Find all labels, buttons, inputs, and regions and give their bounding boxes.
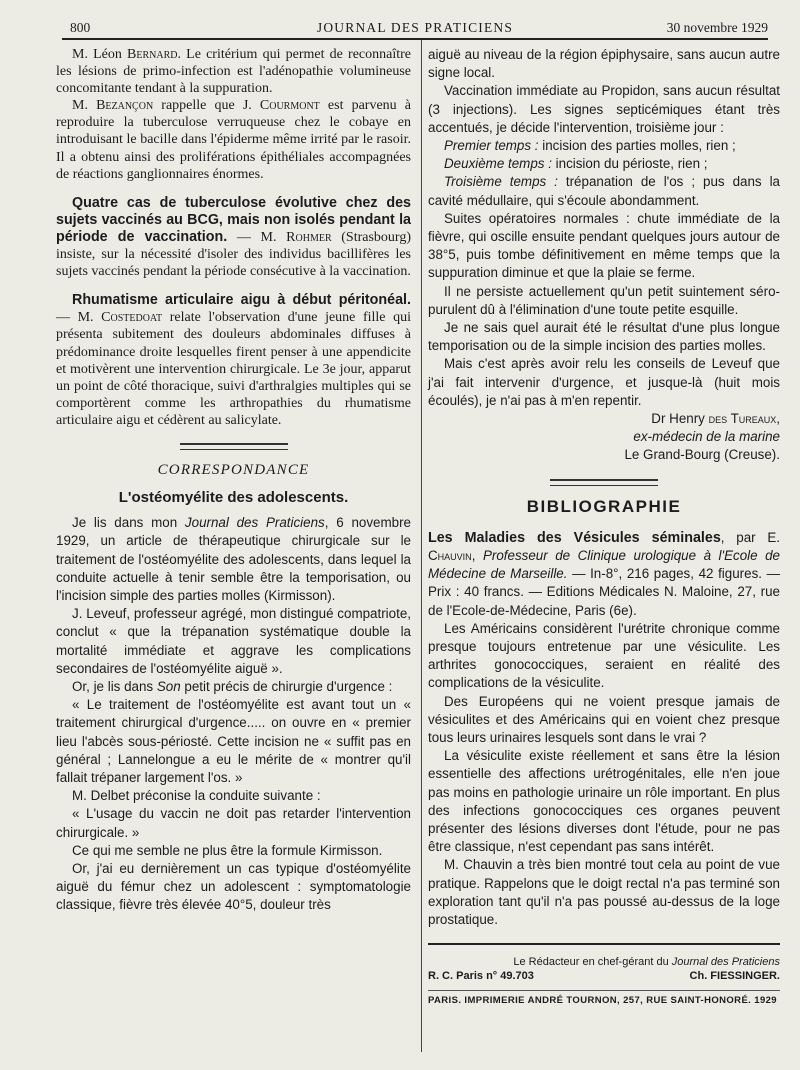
imprint-footer [428, 943, 780, 1008]
paragraph: J. Leveuf, professeur agrégé, mon distingué compatriote, conclut « que la trépanation systématique double la mortalité immédiate et aggrave les complications secondaires de l'ostéomyélite aiguë ». [56, 606, 411, 676]
paragraph: Mais c'est après avoir relu les conseils de Leveuf que j'ai fait intervenir d'urgence, et jusque-là (huit mois écoulés), je n'ai pas à m'en repentir. [428, 356, 780, 408]
left-column [56, 46, 411, 915]
right-column [428, 46, 780, 929]
paragraph: M. Delbet préconise la conduite suivante : [72, 788, 321, 804]
paragraph: La vésiculite existe réellement et sans être la lésion essentielle des affections urétrogénitales, elle n'en joue pas moins en pathologie urinaire un rôle important. En plus des infections gonococciques ces organes peuvent présenter des lésions diverses dont l'étude, pour ne pas être classique, n'est cependant pas sans intérêt. [428, 748, 780, 855]
registration-line [428, 969, 780, 983]
issue-date: 30 novembre 1929 [666, 20, 768, 35]
subheading: Quatre cas de tuberculose évolutive chez des sujets vaccinés au BCG, mais non isolés pendant la période de vaccination. [56, 194, 411, 245]
book-reference: Les Maladies des Vésicules séminales, par E. Chauvin, Professeur de Clinique urologique à l'Ecole de Médecine de Marseille. — In-8°, 216 pages, 42 figures. — Prix : 40 francs. — Editions Médicales N. Maloine, 27, rue de l'Ecole-de-Médecine, Paris (6e). [428, 529, 780, 618]
signature-place: Le Grand-Bourg (Creuse). [624, 447, 780, 463]
correspondance-body [56, 514, 411, 914]
bibliographie-body [428, 529, 780, 929]
step-line: Premier temps : incision des parties molles, rien ; [444, 138, 736, 154]
author-name: Rohmer [286, 229, 332, 245]
paragraph-bernard: M. Léon Bernard. Le critérium qui permet de reconnaître les lésions de primo-infection est l'adénopathie volumineuse concomitante tendant à la suppuration. [56, 47, 411, 97]
paragraph-bezancon: M. Bezançon rappelle que J. Courmont est parvenu à reproduire la tuberculose verruqueuse chez le cobaye en introduisant le bacille dans l'épiderme même irrité par le rasoir. Il a obtenu ainsi des proliférations épithéliales accompagnées de réactions ganglionnaires énormes. [56, 98, 411, 182]
correspondance-continued [428, 46, 780, 465]
author-name: Courmont [259, 98, 320, 114]
journal-title: JOURNAL DES PRATICIENS [316, 20, 514, 35]
running-head [62, 18, 768, 40]
book-title: Les Maladies des Vésicules séminales [428, 529, 721, 546]
author-name: Chauvin [428, 547, 472, 563]
paragraph: Je ne sais quel aurait été le résultat d'une plus longue temporisation ou de la simple incision des parties molles. [428, 320, 780, 354]
printer-line: PARIS. IMPRIMERIE ANDRÉ TOURNON, 257, RUE SAINT-HONORÉ. 1929 [428, 990, 780, 1008]
author-name: Costedoat [101, 310, 163, 326]
paragraph: Il ne persiste actuellement qu'un petit suintement séro-purulent dû à l'élimination d'une toute petite esquille. [428, 283, 780, 317]
paragraph-rhumatisme: Rhumatisme articulaire aigu à début péritonéal. — M. Costedoat relate l'observation d'une jeune fille qui présenta subitement des douleurs abdominales diffuses à prédominance droite lesquelles firent penser à une appendicite et motivèrent une intervention chirurgicale. Le 3e jour, apparut un point de côté thoracique, suivi d'arthralgies multiples qui se comportèrent comme les arthropathies du rhumatisme articulaire aigu et cédèrent au salicylate. [56, 292, 411, 428]
quotation: « L'usage du vaccin ne doit pas retarder l'intervention chirurgicale. » [56, 806, 411, 840]
paragraph: Des Européens qui ne voient presque jamais de vésiculites et des Américains qui en voient chez presque tous leurs urinaires lesquels sont dans le vrai ? [428, 693, 780, 745]
column-divider [421, 40, 422, 1052]
author-name: Bernard [127, 47, 178, 62]
section-title-correspondance: CORRESPONDANCE [157, 461, 310, 478]
paragraph: aiguë au niveau de la région épiphysaire, sans aucun autre signe local. [428, 47, 780, 81]
registration-number: R. C. Paris n° 49.703 [428, 970, 534, 982]
manager-name: Ch. FIESSINGER. [689, 970, 780, 982]
section-title-bibliographie: BIBLIOGRAPHIE [526, 496, 682, 516]
quotation: « Le traitement de l'ostéomyélite est avant tout un « traitement chirurgical d'urgence..... on ouvre en « premier lieu l'abcès sous-périosté. Cette incision ne « suffit pas en général ; Lannelongue a eu le mérite de « montrer qu'il fallait trépaner largement l'os. » [56, 697, 411, 785]
paragraph: Suites opératoires normales : chute immédiate de la fièvre, qui oscille ensuite pendant quelques jours autour de 38°5, puis tombe définitivement en même temps que la suppuration diminue et que la plaie se ferme. [428, 210, 780, 281]
paragraph: M. Chauvin a très bien montré tout cela au point de vue pratique. Rappelons que le doigt rectal n'a pas terminé son exploration tant qu'il n'a pas poussé au-dessus de la loge prostatique. [428, 857, 780, 928]
step-line: Troisième temps : trépanation de l'os ; pus dans la cavité médullaire, qui s'écoule abondamment. [428, 174, 780, 208]
section-separator [550, 479, 658, 486]
step-line: Deuxième temps : incision du périoste, rien ; [444, 156, 708, 172]
subheading: Rhumatisme articulaire aigu à début péritonéal. [72, 292, 411, 309]
editor-line: Le Rédacteur en chef-gérant du Journal des Praticiens [513, 956, 780, 968]
signature-name: Dr Henry des Tureaux, [651, 411, 780, 427]
section-separator [180, 443, 288, 450]
signature-title: ex-médecin de la marine [633, 429, 780, 445]
page-number: 800 [70, 20, 91, 35]
paragraph: Les Américains considèrent l'urétrite chronique comme presque toujours entretenue par une vésiculite. Les arthrites gonococciques, seraient en réalité des complications de la vésiculite. [428, 620, 780, 691]
paragraph: Vaccination immédiate au Propidon, sans aucun résultat (3 injections). Les signes septicémiques étant très accentués, je décide l'intervention, troisième jour : [428, 83, 780, 135]
paragraph: Ce qui me semble ne plus être la formule Kirmisson. [72, 842, 383, 858]
paragraph: Or, j'ai eu dernièrement un cas typique d'ostéomyélite aiguë du fémur chez un adolescent : symptomatologie classique, fièvre très élevée 40°5, douleur très [56, 861, 411, 913]
article-title: L'ostéomyélite des adolescents. [118, 489, 349, 507]
paragraph-bcg: Quatre cas de tuberculose évolutive chez des sujets vaccinés au BCG, mais non isolés pendant la période de vaccination. — M. Rohmer (Strasbourg) insiste, sur la nécessité d'isoler des individus bacillifères les sujets vaccinés pendant la période consécutive à la vaccination. [56, 194, 412, 280]
paragraph: Or, je lis dans Son petit précis de chirurgie d'urgence : [72, 678, 393, 694]
paragraph: Je lis dans mon Journal des Praticiens, 6 novembre 1929, un article de thérapeutique chirurgicale sur le traitement de l'ostéomyélite des adolescents, dans lequel la conduite actuelle à tenir semble être la temporisation, ou l'incision simple des parties molles (Kirmisson). [56, 515, 411, 603]
author-name: Bezançon [96, 98, 154, 114]
journal-name: Journal des Praticiens [184, 515, 325, 531]
